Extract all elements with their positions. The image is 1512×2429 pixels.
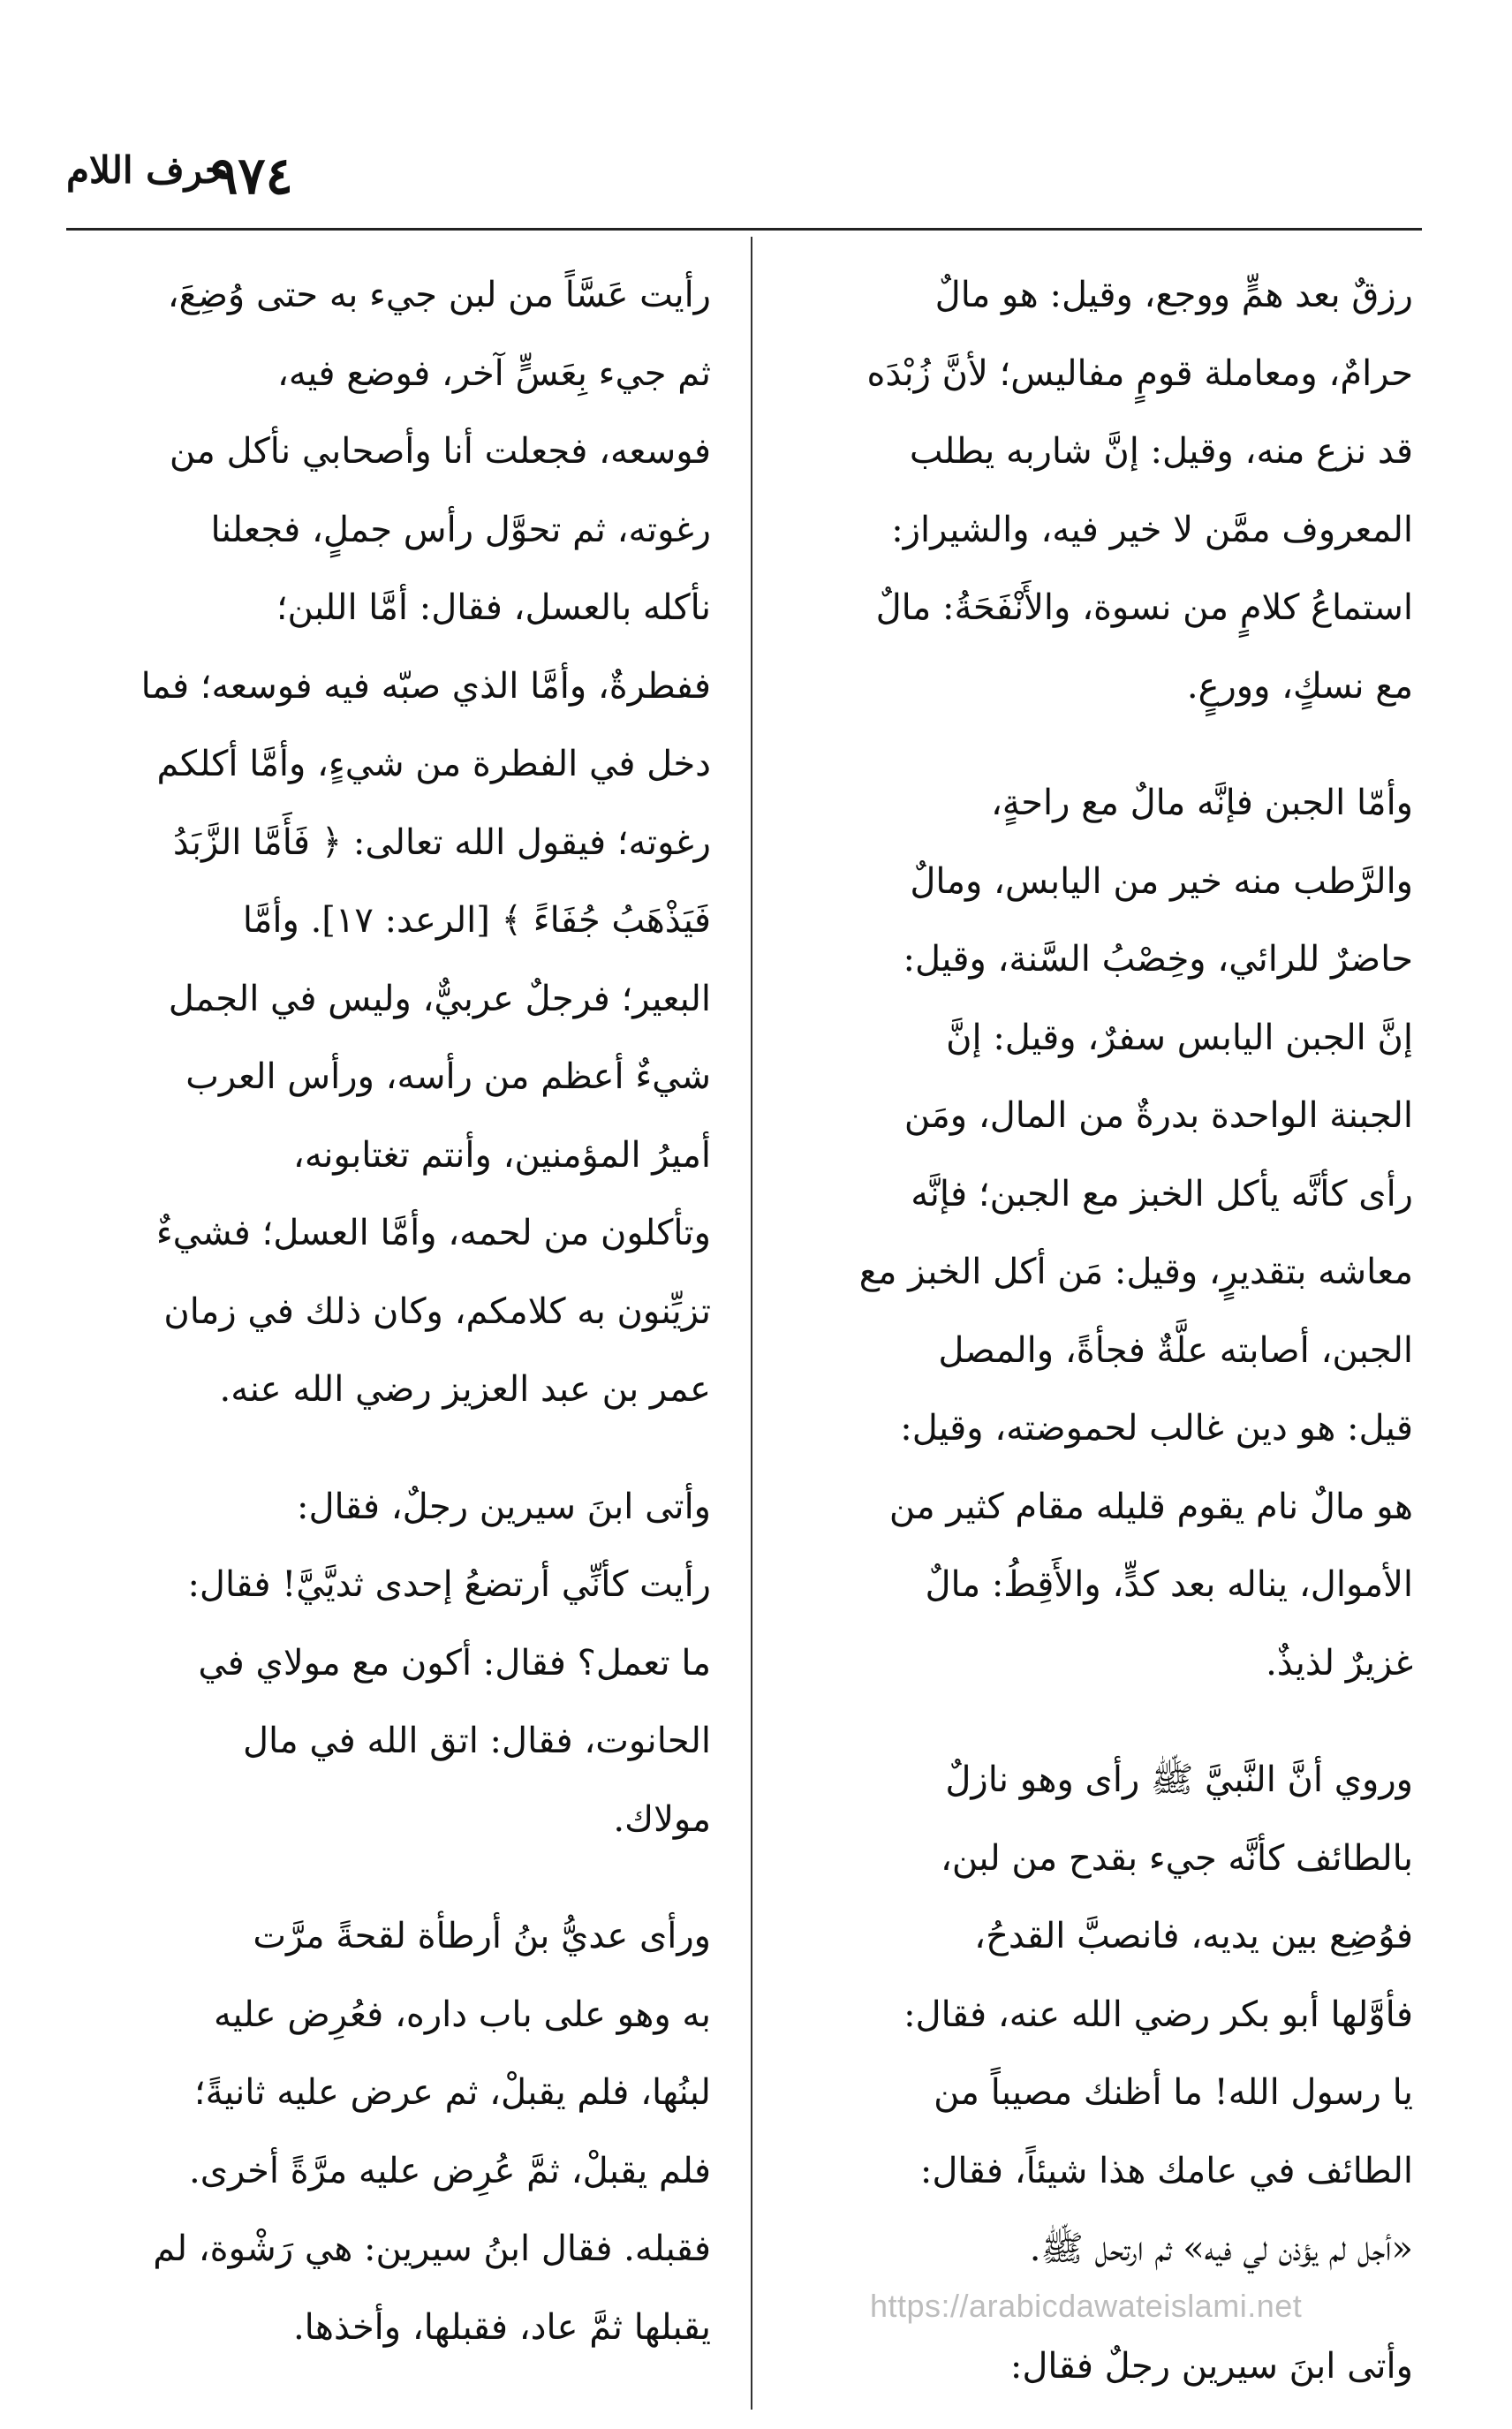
text-line: مولاك.: [613, 1798, 711, 1840]
right-paragraph-2: [777, 764, 1413, 1702]
text-line: إنَّ الجبن اليابس سفرٌ، وقيل: إنَّ: [946, 1017, 1413, 1058]
text-line: قيل: هو دين غالب لحموضته، وقيل:: [900, 1408, 1413, 1449]
text-line: يا رسول الله! ما أظنك مصيباً من: [934, 2072, 1413, 2113]
text-line: غزيرٌ لذيذٌ.: [1266, 1642, 1413, 1684]
text-line: المعروف ممَّن لا خير فيه، والشيراز:: [891, 509, 1413, 550]
text-line: فوُضِع بين يديه، فانصبَّ القدحُ،: [974, 1916, 1413, 1956]
column-divider: [751, 237, 752, 2410]
text-line: دخل في الفطرة من شيءٍ، وأمَّا أكلكم: [156, 744, 711, 784]
text-line: فلم يقبلْ، ثمَّ عُرِض عليه مرَّةً أخرى.: [189, 2150, 711, 2191]
text-line: فأوَّلها أبو بكر رضي الله عنه، فقال:: [903, 1994, 1413, 2035]
text-line: البعير؛ فرجلٌ عربيٌّ، وليس في الجمل: [168, 978, 711, 1019]
text-line: رزقٌ بعد همٍّ ووجع، وقيل: هو مالٌ: [934, 275, 1413, 315]
text-line: لبنُها، فلم يقبلْ، ثم عرض عليه ثانيةً؛: [193, 2072, 711, 2113]
text-line: حاضرٌ للرائي، وخِصْبُ السَّنة، وقيل:: [903, 939, 1413, 980]
text-line: يقبلها ثمَّ عاد، فقبلها، وأخذها.: [292, 2306, 711, 2348]
text-line: رغوته، ثم تحوَّل رأس جملٍ، فجعلنا: [210, 509, 711, 550]
right-paragraph-1: [777, 256, 1413, 725]
text-line: تزيِّنون به كلامكم، وكان ذلك في زمان: [163, 1290, 711, 1332]
right-paragraph-3: [777, 1741, 1413, 2289]
text-line: وأمّا الجبن فإنَّه مالٌ مع راحةٍ،: [990, 783, 1413, 823]
text-line: به وهو على باب داره، فعُرِض عليه: [214, 1994, 711, 2035]
text-line: فَيَذْهَبُ جُفَاءً ﴾ [الرعد: ١٧]. وأمَّا: [242, 900, 711, 941]
text-line: الطائف في عامك هذا شيئاً، فقال:: [919, 2150, 1413, 2191]
text-line: فقبله. فقال ابنُ سيرين: هي رَشْوة، لم: [153, 2228, 711, 2269]
left-paragraph-3: [75, 1897, 711, 2366]
text-line: «أجل لم يؤذن لي فيه» ثم ارتحل ﷺ.: [1029, 2228, 1413, 2269]
text-line: مع نسكٍ، وورعٍ.: [1186, 665, 1413, 707]
text-line: الأموال، يناله بعد كدٍّ، والأَقِطُ: مالٌ: [925, 1564, 1413, 1605]
left-paragraph-2: [75, 1468, 711, 1859]
page-number: ٩٧٤: [210, 146, 293, 206]
text-line: رأى كأنَّه يأكل الخبز مع الجبن؛ فإنَّه: [911, 1173, 1413, 1214]
watermark-url: https://arabicdawateislami.net: [870, 2288, 1303, 2324]
text-line: الجبنة الواحدة بدرةٌ من المال، ومَن: [903, 1095, 1413, 1136]
text-line: وأتى ابنَ سيرين رجلٌ فقال:: [1009, 2345, 1413, 2387]
text-line: رأيت عَسَّاً من لبن جيء به حتى وُضِعَ،: [167, 275, 711, 315]
running-head: حرف اللام: [66, 148, 228, 192]
text-line: وتأكلون من لحمه، وأمَّا العسل؛ فشيءٌ: [155, 1213, 711, 1253]
text-line: أميرُ المؤمنين، وأنتم تغتابونه،: [292, 1134, 711, 1176]
text-line: ثم جيء بِعَسٍّ آخر، فوضع فيه،: [276, 352, 711, 394]
text-line: ورأى عديُّ بنُ أرطأة لقحةً مرَّت: [253, 1916, 711, 1956]
right-column: [777, 256, 1413, 2405]
text-line: ففطرةٌ، وأمَّا الذي صبّه فيه فوسعه؛ فما: [140, 665, 711, 707]
text-line: شيءٌ أعظم من رأسه، ورأس العرب: [185, 1056, 711, 1097]
text-line: استماعُ كلامٍ من نسوة، والأَنْفَحَةُ: مالٌ: [875, 587, 1413, 628]
text-line: هو مالٌ نام يقوم قليله مقام كثير من: [888, 1486, 1413, 1527]
header-rule: [66, 228, 1422, 231]
text-line: قد نزع منه، وقيل: إنَّ شاربه يطلب: [909, 431, 1413, 472]
text-line: وروي أنَّ النَّبيَّ ﷺ رأى وهو نازلٌ: [945, 1759, 1413, 1800]
text-line: معاشه بتقديرٍ، وقيل: مَن أكل الخبز مع: [858, 1252, 1413, 1292]
text-line: نأكله بالعسل، فقال: أمَّا اللبن؛: [276, 587, 711, 628]
text-line: رأيت كأنِّي أرتضعُ إحدى ثديَّيَّ! فقال:: [187, 1564, 711, 1605]
text-line: رغوته؛ فيقول الله تعالى: ﴿ فَأَمَّا الزَّبَدُ: [172, 821, 711, 863]
text-line: وأتى ابنَ سيرين رجلٌ، فقال:: [296, 1486, 711, 1527]
text-line: الحانوت، فقال: اتق الله في مال: [242, 1721, 711, 1761]
text-line: عمر بن عبد العزيز رضي الله عنه.: [219, 1369, 711, 1410]
text-line: فوسعه، فجعلت أنا وأصحابي نأكل من: [169, 431, 711, 472]
left-column: [75, 256, 711, 2366]
text-line: ما تعمل؟ فقال: أكون مع مولاي في: [198, 1642, 711, 1684]
text-line: حرامٌ، ومعاملة قومٍ مفاليس؛ لأنَّ زُبْدَه: [866, 352, 1413, 394]
text-line: والرَّطب منه خير من اليابس، ومالٌ: [910, 860, 1413, 902]
left-paragraph-1: [75, 256, 711, 1429]
text-line: بالطائف كأنَّه جيء بقدح من لبن،: [941, 1837, 1413, 1879]
right-paragraph-4: [777, 2327, 1413, 2406]
text-line: الجبن، أصابته علَّةٌ فجأةً، والمصل: [938, 1329, 1413, 1371]
